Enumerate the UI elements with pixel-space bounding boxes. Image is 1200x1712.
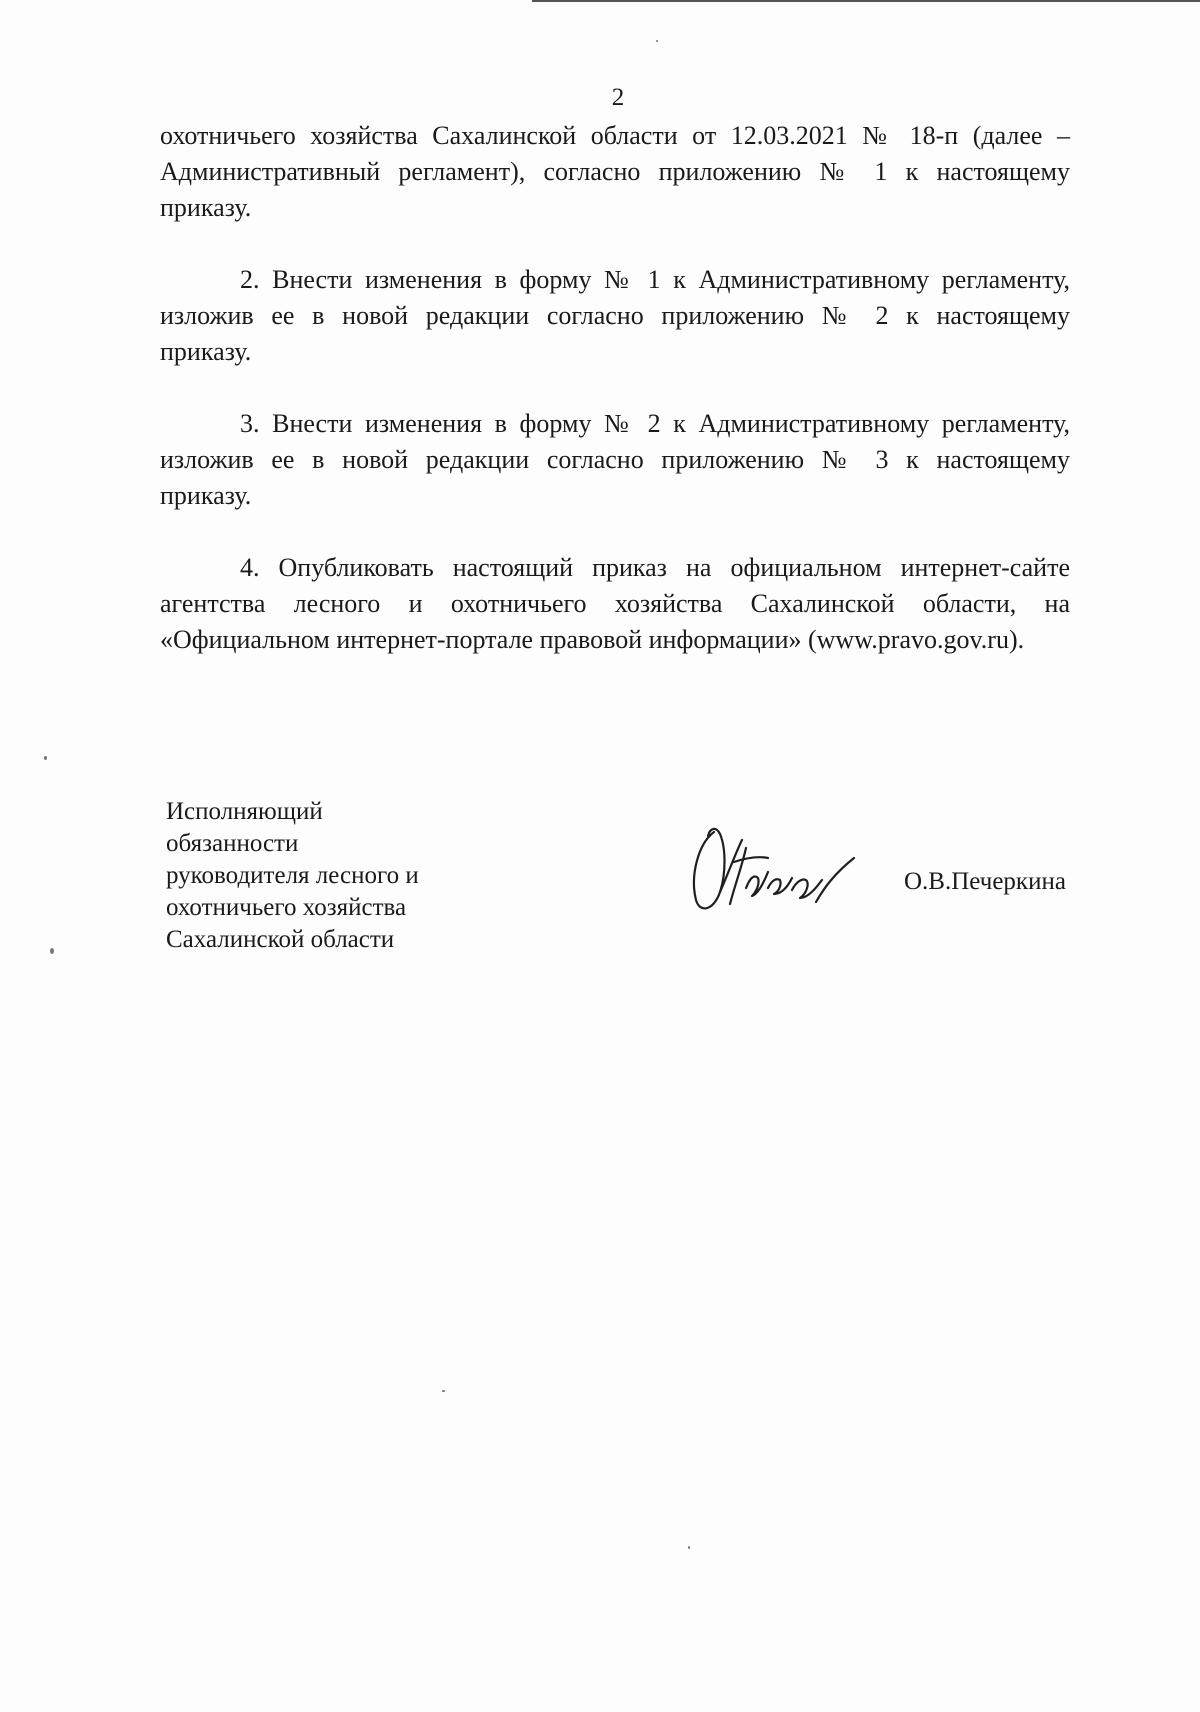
text-line: приказу. bbox=[160, 481, 252, 510]
paragraph-3 bbox=[160, 406, 1070, 514]
text-line: «Официальном интернет-портале правовой информации» (www.pravo.gov.ru). bbox=[160, 625, 1025, 654]
text-line: 3. Внести изменения в форму № 2 к Административному регламенту, bbox=[240, 409, 1070, 438]
scan-speck bbox=[50, 948, 54, 954]
position-line: Исполняющий bbox=[166, 798, 323, 825]
text-line: агентства лесного и охотничьего хозяйства Сахалинской области, на bbox=[160, 589, 1070, 618]
position-line: охотничьего хозяйства bbox=[166, 894, 407, 921]
position-line: Сахалинской области bbox=[166, 926, 395, 953]
signer-name: О.В.Печеркина bbox=[904, 868, 1066, 895]
paragraph-4 bbox=[160, 550, 1070, 658]
position-line: обязанности bbox=[166, 830, 299, 857]
paragraph-1 bbox=[160, 118, 1070, 226]
text-line: приказу. bbox=[160, 337, 252, 366]
text-line: 2. Внести изменения в форму № 1 к Административному регламенту, bbox=[240, 265, 1070, 294]
text-line: приказу. bbox=[160, 193, 252, 222]
paragraph-2 bbox=[160, 262, 1070, 370]
text-line: Административный регламент), согласно приложению № 1 к настоящему bbox=[160, 157, 1070, 186]
text-line: 4. Опубликовать настоящий приказ на официальном интернет-сайте bbox=[240, 553, 1070, 582]
scan-speck bbox=[688, 1546, 690, 1549]
scan-speck bbox=[442, 1390, 445, 1392]
scan-speck bbox=[44, 756, 47, 760]
signatory-position bbox=[166, 796, 419, 956]
text-line: охотничьего хозяйства Сахалинской области от 12.03.2021 № 18-п (далее – bbox=[160, 121, 1070, 150]
text-line: изложив ее в новой редакции согласно приложению № 3 к настоящему bbox=[160, 445, 1070, 474]
scan-speck bbox=[656, 40, 658, 42]
scan-edge-line bbox=[532, 0, 1200, 2]
text-line: изложив ее в новой редакции согласно приложению № 2 к настоящему bbox=[160, 301, 1070, 330]
document-body bbox=[160, 118, 1070, 694]
handwritten-signature bbox=[684, 818, 864, 918]
page-number: 2 bbox=[611, 84, 625, 111]
position-line: руководителя лесного и bbox=[166, 862, 419, 889]
